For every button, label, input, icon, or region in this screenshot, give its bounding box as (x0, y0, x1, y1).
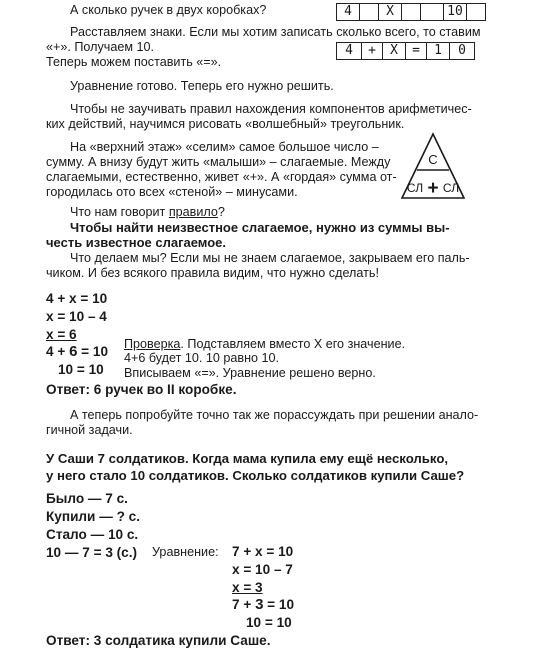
triangle-text-1: На «верхний этаж» «селим» самое большое число – (70, 140, 379, 154)
cell: 10 (444, 4, 467, 20)
task2-bought: Купили — ? с. (46, 509, 140, 524)
transition-text-1: А теперь попробуйте точно так же порассуждать при решении анало- (70, 408, 479, 422)
transition-text-2: гичной задачи. (46, 423, 133, 437)
cell: 1 (427, 43, 450, 59)
task2-eq-line-1: 7 + x = 10 (232, 544, 294, 559)
task2-eq-line-2: x = 10 – 7 (232, 562, 293, 577)
solution1-line-3: x = 6 (46, 327, 77, 342)
paragraph-triangle-intro-2: ких действий, научимся рисовать «волшебный» треугольник. (46, 117, 405, 131)
cell (421, 4, 444, 20)
rule-bold-1: Чтобы найти неизвестное слагаемое, нужно из суммы вы- (70, 220, 450, 235)
triangle-sum-label: С (428, 152, 438, 167)
rule-text-1: Что делаем мы? Если мы не знаем слагаемое, закрываем его паль- (70, 251, 470, 265)
equation-cells-row2 (336, 42, 475, 60)
task2-eq-line-4 (232, 596, 294, 613)
cell: 4 (337, 4, 360, 20)
answer-2: Ответ: 3 солдатика купили Саше. (46, 633, 271, 648)
check2-right: = 10 (263, 597, 295, 612)
triangle-text-3: слагаемыми, естественно, живет «+». А «гордая» сумма от- (46, 170, 397, 184)
cell: + (362, 43, 383, 59)
magic-triangle-diagram (400, 132, 466, 200)
check-left: 4 + (46, 344, 70, 359)
task2-eq-line-3: x = 3 (232, 580, 263, 595)
equation-cells-row1 (336, 3, 486, 21)
equation-label: Уравнение: (152, 545, 219, 559)
check-word: Проверка (124, 337, 181, 351)
check-rest: . Подставляем вместо Х его значение. (180, 337, 406, 351)
paragraph-equation-ready: Уравнение готово. Теперь его нужно решить. (70, 79, 334, 93)
task2-text-1: У Саши 7 солдатиков. Когда мама купила ему ещё несколько, (46, 451, 449, 466)
triangle-plus: + (427, 178, 439, 199)
cell (467, 4, 485, 20)
cell: X (379, 4, 402, 20)
task2-eq-line-5: 10 = 10 (246, 615, 292, 630)
cell (402, 4, 421, 20)
solution1-line-2: x = 10 – 4 (46, 309, 107, 324)
task2-was: Было — 7 с. (46, 491, 128, 506)
question-pens: А сколько ручек в двух коробках? (70, 3, 267, 17)
rule-bold-2: честь известное слагаемое. (46, 235, 227, 250)
check2-left: 7 + (232, 597, 256, 612)
rule-question-text: Что нам говорит (70, 205, 169, 219)
paragraph-signs-2: «+». Получаем 10. (46, 40, 155, 54)
cell: 4 (337, 43, 362, 59)
triangle-text-4: городилась ото всех «стеной» – минусами. (46, 185, 298, 199)
paragraph-signs-1: Расставляем знаки. Если мы хотим записать сколько всего, то ставим (70, 25, 481, 39)
paragraph-signs-3: Теперь можем поставить «=». (46, 55, 222, 69)
task2-text-2: у него стало 10 солдатиков. Сколько солдатиков купили Саше? (46, 468, 465, 483)
triangle-text-2: сумму. А внизу будут жить «малыши» – слагаемые. Между (46, 155, 391, 169)
solution1-line-5: 10 = 10 (58, 362, 104, 377)
check-text-3: Вписываем «=». Уравнение решено верно. (124, 366, 376, 380)
check-right: = 10 (77, 344, 109, 359)
rule-word: правило (168, 205, 218, 219)
cell: 0 (458, 43, 466, 58)
task2-became: Стало — 10 с. (46, 527, 139, 542)
cell: = (406, 43, 427, 59)
solution1-line-4 (46, 343, 108, 360)
triangle-addend-left: СЛ (406, 181, 424, 195)
triangle-addend-right: СЛ (442, 181, 460, 195)
rule-question-mark: ? (217, 205, 225, 219)
paragraph-triangle-intro-1: Чтобы не заучивать правил нахождения компонентов арифметичес- (70, 102, 472, 116)
check-text-2: 4+6 будет 10. 10 равно 10. (124, 351, 280, 365)
solution1-line-1: 4 + x = 10 (46, 291, 108, 306)
task2-calc: 10 — 7 = 3 (с.) (46, 545, 138, 560)
check-value: 6 (69, 343, 78, 360)
rule-text-2: чиком. И без всякого правила видим, что нужно сделать! (46, 266, 379, 280)
cell (360, 4, 379, 20)
cell: X (383, 43, 406, 59)
check2-value: 3 (255, 596, 264, 613)
answer-1: Ответ: 6 ручек во II коробке. (46, 382, 237, 397)
